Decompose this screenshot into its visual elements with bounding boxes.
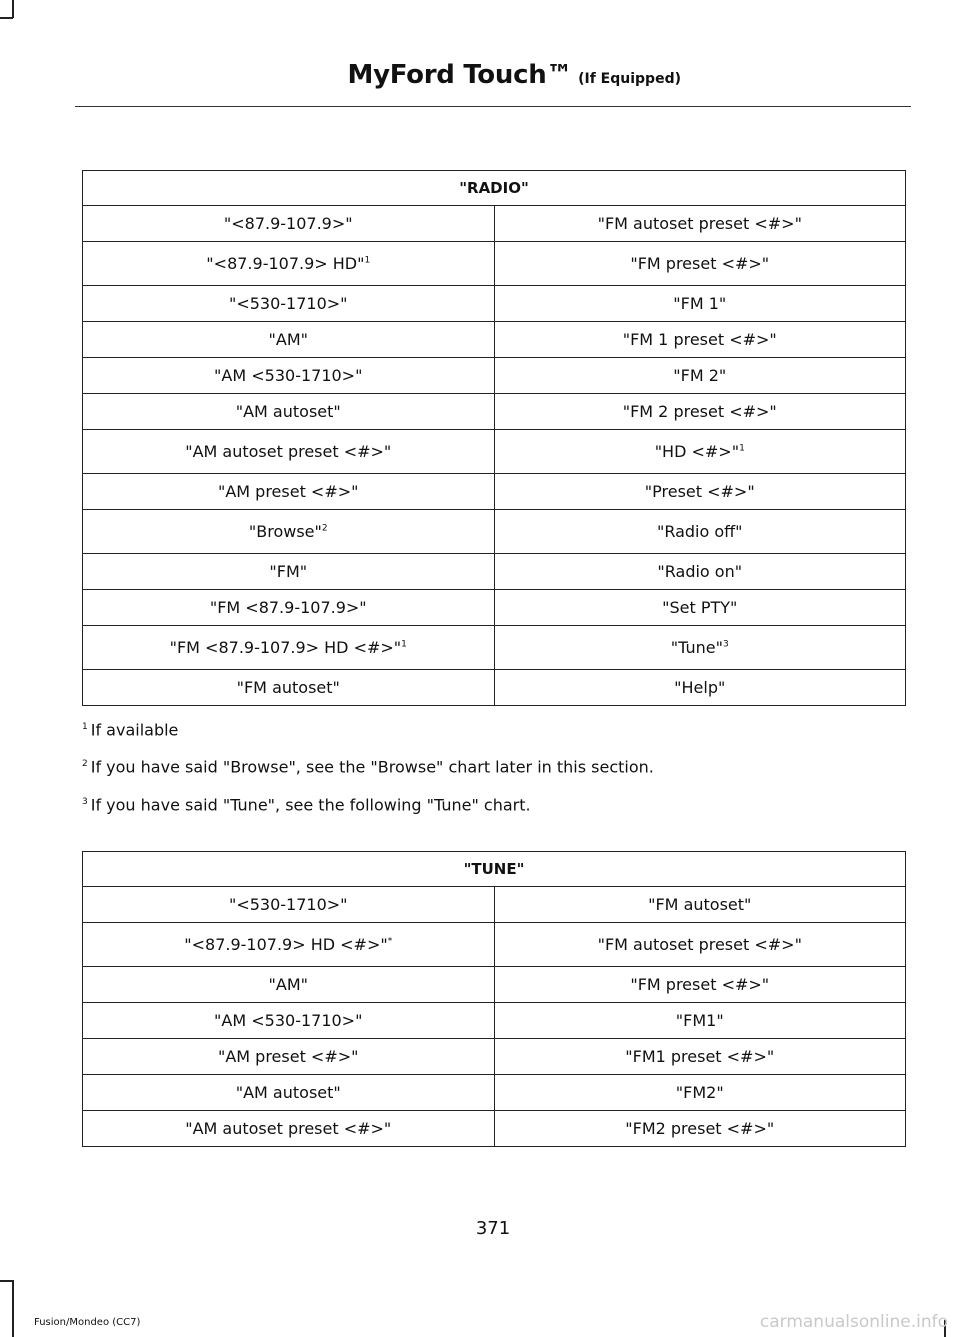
command-cell xyxy=(83,887,495,923)
command-text: "HD <#>" xyxy=(654,442,740,461)
table-row xyxy=(83,474,906,510)
command-cell xyxy=(83,590,495,626)
command-cell xyxy=(83,1075,495,1111)
command-text: "FM1 preset <#>" xyxy=(625,1047,775,1066)
table-row xyxy=(83,1003,906,1039)
command-cell xyxy=(83,242,495,286)
command-cell xyxy=(83,1003,495,1039)
command-cell xyxy=(83,1111,495,1147)
command-text: "FM2 preset <#>" xyxy=(625,1119,775,1138)
command-cell xyxy=(494,430,906,474)
command-text: "FM preset <#>" xyxy=(630,254,770,273)
table-row xyxy=(83,554,906,590)
footnote-mark: 3 xyxy=(82,796,88,807)
footnote-2 xyxy=(82,753,654,778)
command-cell xyxy=(494,474,906,510)
command-cell xyxy=(494,554,906,590)
command-text: "FM <87.9-107.9> HD <#>" xyxy=(169,638,402,657)
footer-model-label: Fusion/Mondeo (CC7) xyxy=(34,1317,141,1328)
footnote-reference: 1 xyxy=(401,639,407,650)
command-text: "AM preset <#>" xyxy=(217,1047,359,1066)
table-row xyxy=(83,923,906,967)
command-text: "FM 2" xyxy=(673,366,727,385)
command-text: "<87.9-107.9>" xyxy=(223,214,353,233)
command-cell xyxy=(83,510,495,554)
command-text: "AM <530-1710>" xyxy=(214,1011,363,1030)
command-cell xyxy=(83,554,495,590)
table-row xyxy=(83,510,906,554)
table-row xyxy=(83,394,906,430)
command-text: "FM autoset" xyxy=(236,678,340,697)
footnote-text: If you have said "Tune", see the following "Tune" chart. xyxy=(90,794,531,814)
command-cell xyxy=(83,967,495,1003)
command-text: "FM autoset preset <#>" xyxy=(597,214,802,233)
command-text: "FM2" xyxy=(675,1083,724,1102)
command-text: "FM 1 preset <#>" xyxy=(622,330,777,349)
page-title-main: MyFord Touch™ xyxy=(347,60,573,90)
command-cell xyxy=(83,322,495,358)
command-text: "FM autoset preset <#>" xyxy=(597,935,802,954)
footnote-text: If available xyxy=(90,720,179,740)
tune-table-body xyxy=(83,887,906,1147)
footnotes xyxy=(82,716,654,828)
command-text: "AM autoset preset <#>" xyxy=(185,1119,392,1138)
footnote-1 xyxy=(82,716,654,741)
command-text: "FM preset <#>" xyxy=(630,975,770,994)
command-cell xyxy=(494,242,906,286)
footnote-3 xyxy=(82,791,654,816)
footnote-reference: 3 xyxy=(722,639,729,650)
tune-table-heading: "TUNE" xyxy=(83,852,906,887)
command-cell xyxy=(494,1075,906,1111)
command-cell xyxy=(494,394,906,430)
footnote-reference: 2 xyxy=(321,523,328,534)
command-cell xyxy=(494,1111,906,1147)
command-text: "AM autoset preset <#>" xyxy=(185,442,392,461)
table-row xyxy=(83,626,906,670)
page-header xyxy=(75,52,911,107)
command-text: "Browse" xyxy=(248,522,322,541)
command-cell xyxy=(83,670,495,706)
command-text: "FM 2 preset <#>" xyxy=(622,402,777,421)
command-cell xyxy=(494,590,906,626)
command-text: "FM 1" xyxy=(673,294,727,313)
table-row xyxy=(83,206,906,242)
command-text: "<87.9-107.9> HD" xyxy=(206,254,365,273)
command-text: "Radio on" xyxy=(657,562,743,581)
table-row xyxy=(83,430,906,474)
command-text: "FM <87.9-107.9>" xyxy=(209,598,367,617)
crop-mark-bottom-left-v xyxy=(12,1280,14,1337)
command-text: "Help" xyxy=(674,678,726,697)
command-text: "AM preset <#>" xyxy=(217,482,359,501)
radio-table-heading: "RADIO" xyxy=(83,171,906,206)
command-cell xyxy=(494,923,906,967)
command-cell xyxy=(494,206,906,242)
command-text: "Tune" xyxy=(670,638,723,657)
footnote-reference: * xyxy=(387,936,393,947)
table-row xyxy=(83,322,906,358)
command-cell xyxy=(494,1039,906,1075)
command-cell xyxy=(83,286,495,322)
table-row xyxy=(83,1075,906,1111)
command-text: "<87.9-107.9> HD <#>" xyxy=(184,935,388,954)
crop-mark-top-left-h xyxy=(0,17,13,19)
page-title-sub: (If Equipped) xyxy=(578,71,681,87)
footnote-reference: 1 xyxy=(739,443,745,454)
command-text: "Set PTY" xyxy=(662,598,738,617)
command-cell xyxy=(83,1039,495,1075)
command-cell xyxy=(83,626,495,670)
command-text: "AM autoset" xyxy=(235,402,341,421)
command-cell xyxy=(494,887,906,923)
page-title xyxy=(348,60,681,90)
command-cell xyxy=(494,670,906,706)
table-row xyxy=(83,670,906,706)
radio-command-table xyxy=(82,170,906,706)
footnote-mark: 1 xyxy=(82,722,88,732)
command-text: "<530-1710>" xyxy=(228,294,348,313)
radio-table-body xyxy=(83,206,906,706)
table-row xyxy=(83,1039,906,1075)
command-text: "<530-1710>" xyxy=(228,895,348,914)
command-text: "AM" xyxy=(268,330,308,349)
command-cell xyxy=(494,358,906,394)
table-row xyxy=(83,887,906,923)
command-cell xyxy=(83,358,495,394)
table-row xyxy=(83,286,906,322)
table-row xyxy=(83,590,906,626)
footnote-reference: 1 xyxy=(364,255,371,266)
table-row xyxy=(83,358,906,394)
table-heading-row xyxy=(83,852,906,887)
command-cell xyxy=(83,206,495,242)
command-text: "AM autoset" xyxy=(235,1083,341,1102)
footnote-text: If you have said "Browse", see the "Browse" chart later in this section. xyxy=(90,757,654,777)
table-row xyxy=(83,1111,906,1147)
command-cell xyxy=(494,626,906,670)
command-cell xyxy=(494,510,906,554)
page-number: 371 xyxy=(475,1218,511,1239)
command-text: "FM autoset" xyxy=(648,895,752,914)
table-heading-row xyxy=(83,171,906,206)
table-row xyxy=(83,967,906,1003)
crop-mark-top-left-v xyxy=(12,0,14,18)
command-cell xyxy=(83,394,495,430)
command-text: "AM" xyxy=(268,975,308,994)
command-cell xyxy=(494,967,906,1003)
table-row xyxy=(83,242,906,286)
tune-command-table xyxy=(82,851,906,1147)
command-cell xyxy=(494,1003,906,1039)
command-text: "AM <530-1710>" xyxy=(214,366,363,385)
command-cell xyxy=(494,322,906,358)
watermark: carmanualsonline.info xyxy=(759,1312,948,1332)
command-text: "Radio off" xyxy=(656,522,743,541)
crop-mark-bottom-left-h xyxy=(0,1280,13,1282)
footnote-mark: 2 xyxy=(82,759,88,770)
command-cell xyxy=(83,923,495,967)
command-cell xyxy=(83,474,495,510)
command-text: "FM1" xyxy=(675,1011,724,1030)
command-cell xyxy=(83,430,495,474)
command-cell xyxy=(494,286,906,322)
command-text: "Preset <#>" xyxy=(644,482,755,501)
command-text: "FM" xyxy=(269,562,308,581)
